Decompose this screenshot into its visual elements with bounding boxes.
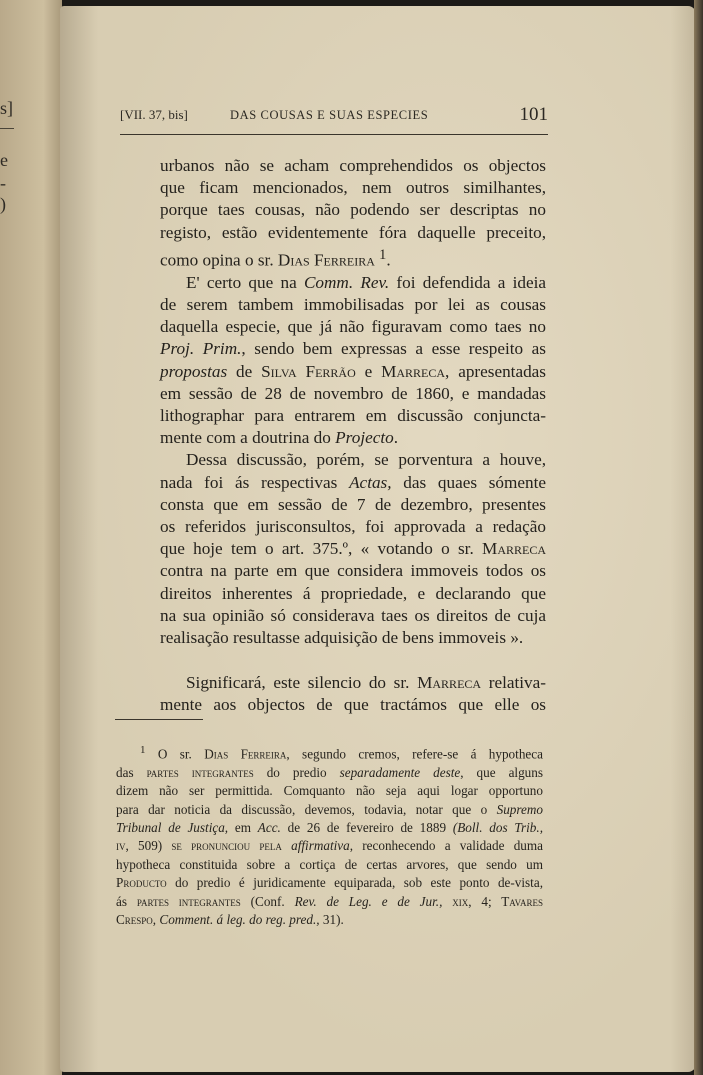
page-number: 101 [519,104,548,125]
main-text [160,155,546,717]
citation: Proj. Prim. [160,339,242,359]
author-name: Marreca [417,673,482,693]
page-edge-shadow [694,0,703,1075]
text-line: em sessão de 28 de novembro de 1860, e mandadas [160,383,546,403]
text-line: daquella especie, que já não figuravam como taes no [160,317,546,337]
citation: propostas [160,361,228,381]
citation: Comm. Rev. [303,272,390,292]
footnote-line: dizem não ser permittida. Comquanto não seja aqui logar opportuno [116,783,543,799]
text-line: consta que em sessão de 7 de dezembro, presentes [160,494,546,514]
facing-page-fragment: ) [0,194,6,214]
footnote-line: para dar noticia da discussão, devemos, todavia, notar que o Supremo [116,801,543,817]
footnote-line: Tribunal de Justiça, em Acc. de 26 de fevereiro de 1889 (Boll. dos Trib., [116,820,543,836]
running-header [120,104,548,128]
header-rule [120,134,548,135]
footnote-line: Crespo, Comment. á leg. do reg. pred., 31). [116,912,344,928]
author-name: Dias Ferreira [204,746,287,762]
citation: Projecto [335,428,394,448]
text-line: como opina o sr. Dias Ferreira $^1$. [160,246,391,270]
text-line: urbanos não se acham comprehendidos os objectos [160,156,546,175]
facing-page-rule [0,128,14,129]
citation: Actas, [349,472,392,492]
text-line: Proj. Prim., sendo bem expressas a esse respeito as [160,339,546,359]
text-line: de serem tambem immobilisadas por lei as cousas [160,294,546,314]
footnote-marker: 1 [379,246,387,263]
running-title: DAS COUSAS E SUAS ESPECIES [230,108,429,122]
section-reference: [VII. 37, bis] [120,107,188,122]
text-line: direitos inherentes á propriedade, e declarando que [160,583,546,603]
footnote-line: hypotheca constituida sobre a cortiça de certas arvores, que sendo um [116,856,543,872]
text-line: porque taes cousas, não podendo ser descriptas no [160,200,546,220]
facing-page-fragment: - [0,173,6,193]
text-line: mente com a doutrina do Projecto. [160,428,399,448]
facing-page-fragment: e [0,150,8,170]
author-name: Marreca [482,539,546,559]
text-line: nada foi ás respectivas Actas, das quaes sómente [160,472,546,492]
text-line: na sua opinião só considerava taes os direitos de cuja [160,605,546,625]
author-name: Dias Ferreira [277,250,375,270]
text-line: mente aos objectos de que tractámos que elle os [160,695,546,715]
footnote-line: Producto do predio é juridicamente equiparada, sob este ponto de-vista, [116,875,543,891]
author-name: Silva Ferrão [261,361,356,381]
text-line: realisação resultasse adquisição de bens immoveis ». [160,628,524,647]
footnote-rule [115,719,203,720]
text-line: lithographar para entrarem em discussão conjuncta- [160,405,546,425]
footnote-number: 1 [140,744,146,756]
text-line: contra na parte em que considera immoveis todos os [160,561,546,581]
text-line: os referidos jurisconsultos, foi approvada a redação [160,516,546,536]
text-line: Significará, este silencio do sr. Marreca relativa- [186,673,546,693]
footnote-line: iv, 509) se pronunciou pela affirmativa, reconhecendo a validade duma [116,838,543,854]
text-line: propostas de Silva Ferrão e Marreca, apresentadas [160,361,546,381]
text-line: que ficam mencionados, nem outros similhantes, [160,178,546,198]
author-name: Marreca [381,361,446,381]
facing-page-edge [0,0,62,1075]
footnote-line: ás partes integrantes (Conf. Rev. de Leg. e de Jur., xix, 4; Tavares [116,893,543,909]
text-line: E' certo que na Comm. Rev. foi defendida a ideia [186,272,546,292]
text-line: que hoje tem o art. 375.º, « votando o sr. Marreca [160,539,546,559]
text-line: Dessa discussão, porém, se porventura a houve, [186,450,546,470]
facing-page-fragment: s] [0,98,13,118]
footnote-line: das partes integrantes do predio separadamente deste, que alguns [116,764,543,780]
footnote [116,741,543,929]
footnote-line: $^1$ O sr. Dias Ferreira, segundo cremos, refere-se á hypotheca [140,744,543,762]
text-line: registo, estão evidentemente fóra daquelle preceito, [160,222,546,242]
